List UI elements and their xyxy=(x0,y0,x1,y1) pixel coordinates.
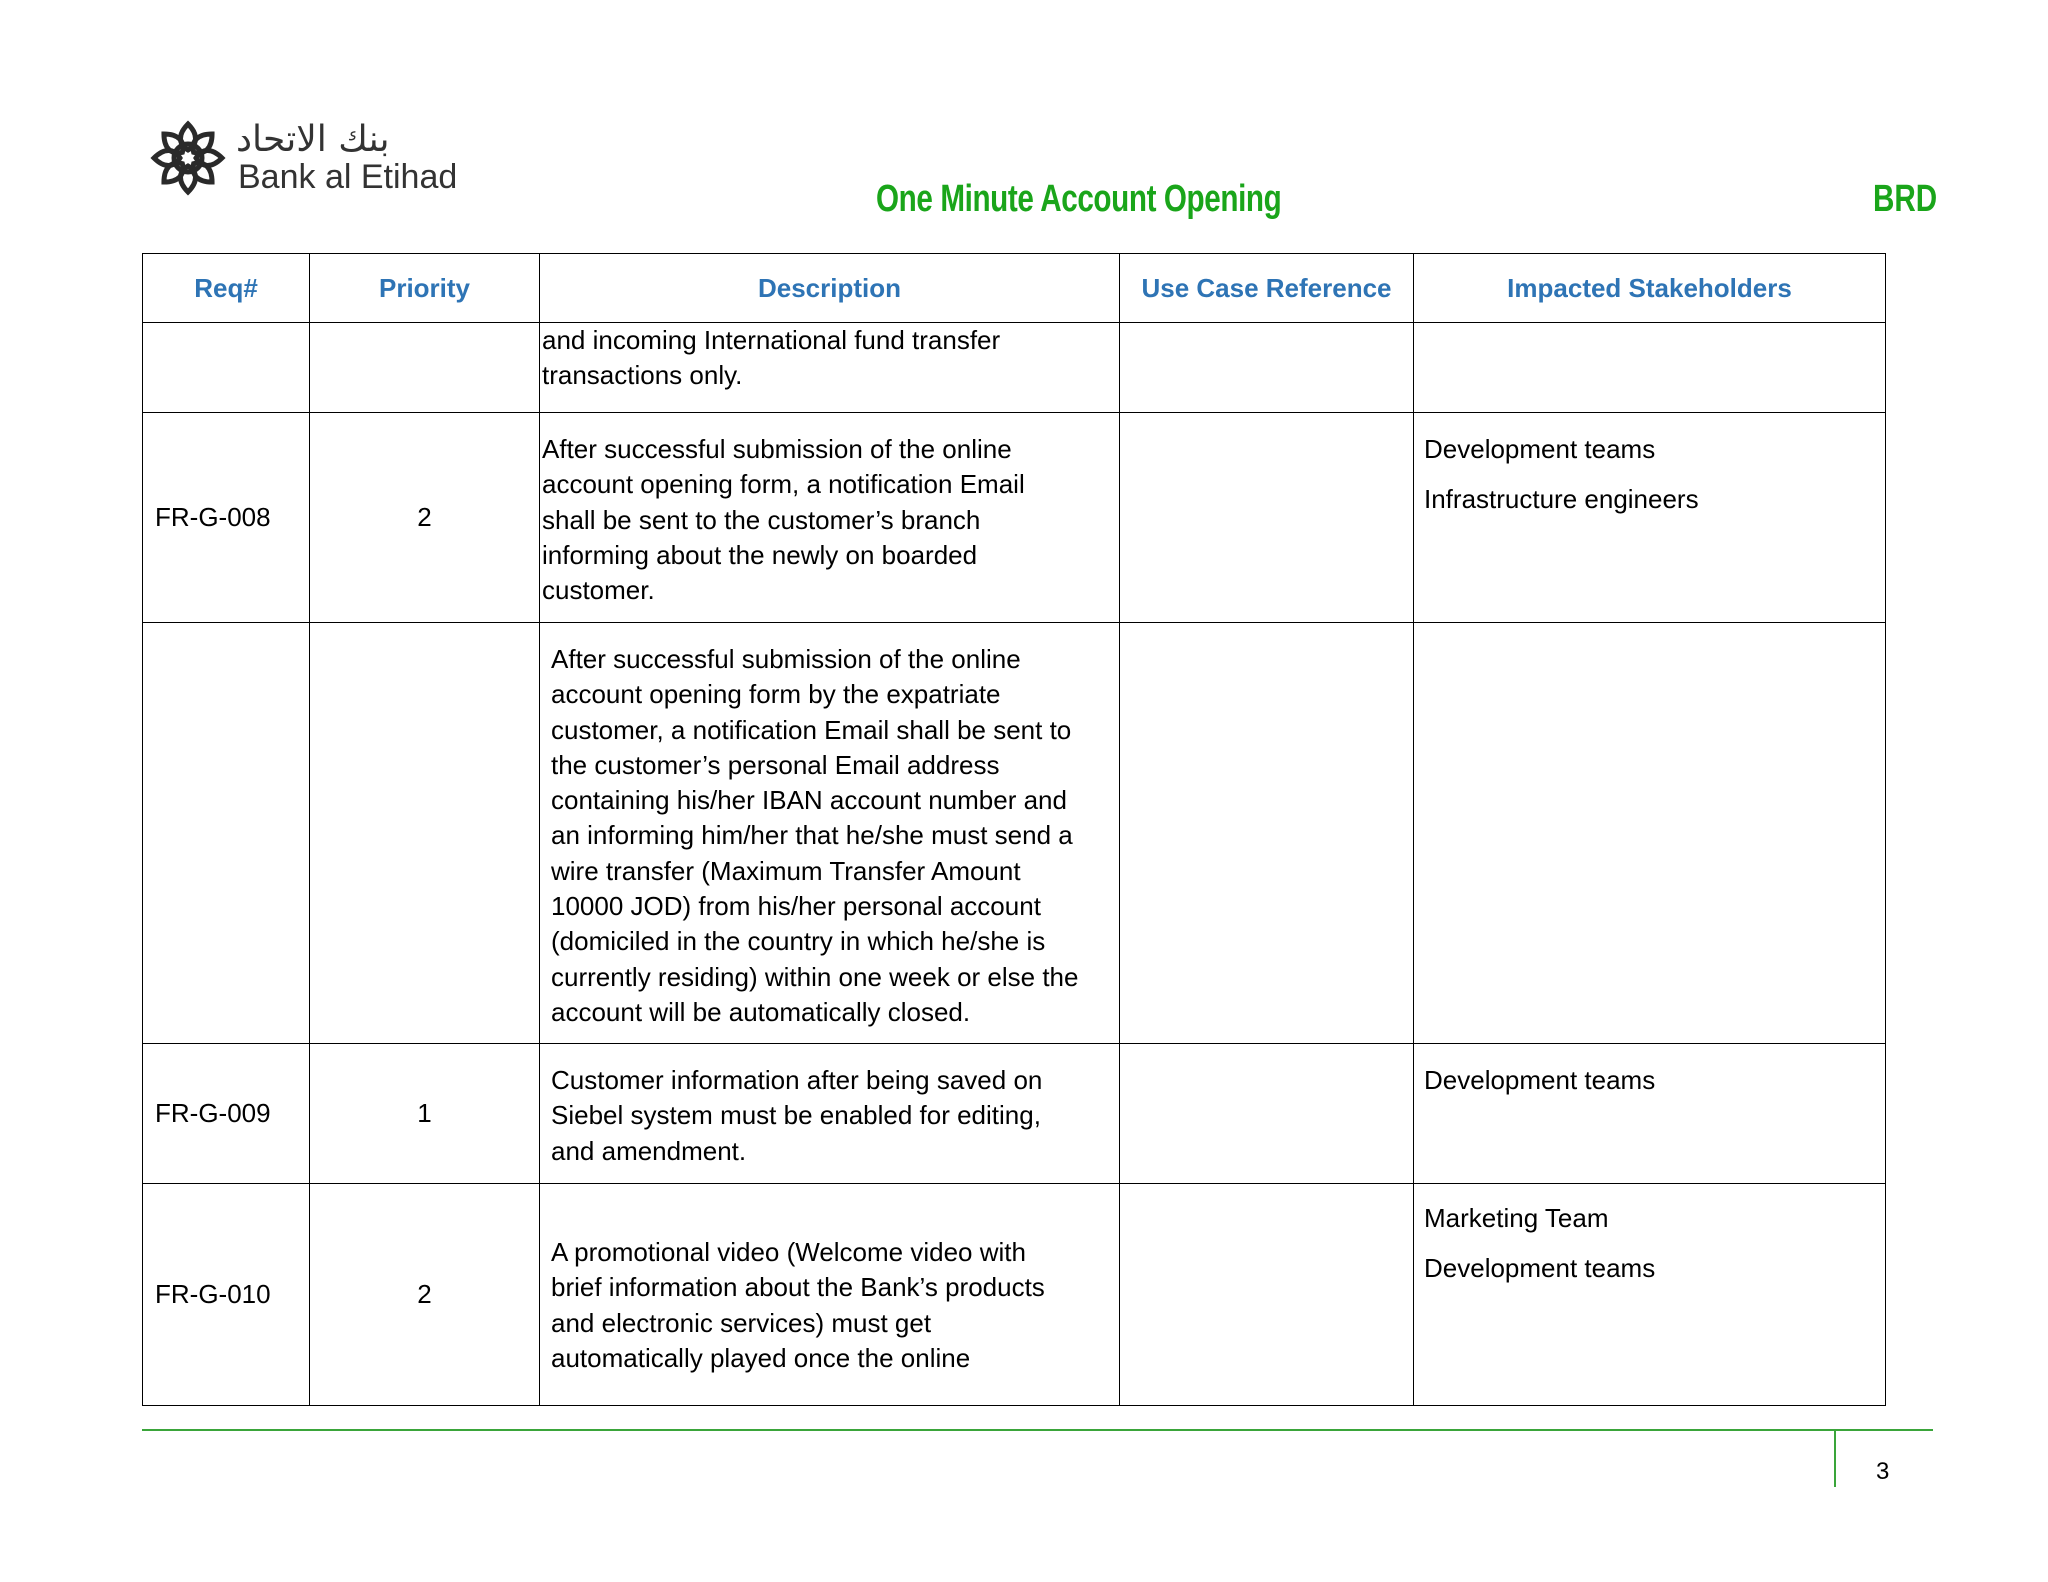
page-number: 3 xyxy=(1876,1458,1890,1485)
cell-stakeholders xyxy=(1414,623,1886,1044)
cell-use-case-reference xyxy=(1120,413,1414,623)
description-line: customer, a notification Email shall be sent to xyxy=(551,714,1072,745)
stakeholder-item: Development teams xyxy=(1424,1253,1656,1284)
description-line: Siebel system must be enabled for editing, xyxy=(551,1100,1041,1131)
description-line: automatically played once the online xyxy=(551,1342,971,1373)
description-line: customer. xyxy=(542,575,655,606)
cell-description xyxy=(540,413,1120,623)
cell-priority xyxy=(310,323,540,413)
cell-stakeholders xyxy=(1414,323,1886,413)
cell-req-number: FR-G-009 xyxy=(143,1044,310,1184)
logo-english-text: Bank al Etihad xyxy=(238,158,458,196)
stakeholder-item: Marketing Team xyxy=(1424,1203,1609,1233)
requirements-table xyxy=(142,253,1886,1406)
cell-stakeholders xyxy=(1414,1184,1886,1406)
cell-priority xyxy=(310,623,540,1044)
stakeholder-item: Development teams xyxy=(1424,1065,1656,1095)
cell-stakeholders xyxy=(1414,1044,1886,1184)
cell-req-number xyxy=(143,623,310,1044)
description-line: currently residing) within one week or else the xyxy=(551,961,1079,992)
description-line: and electronic services) must get xyxy=(551,1307,932,1338)
cell-req-number xyxy=(143,323,310,413)
cell-use-case-reference xyxy=(1120,1044,1414,1184)
cell-priority: 2 xyxy=(310,413,540,623)
header-stakeholders: Impacted Stakeholders xyxy=(1414,254,1886,323)
description-line: and incoming International fund transfer xyxy=(542,325,1001,355)
footer-divider xyxy=(142,1429,1933,1431)
description-line: account will be automatically closed. xyxy=(551,996,971,1027)
cell-priority: 1 xyxy=(310,1044,540,1184)
description-line: shall be sent to the customer’s branch xyxy=(542,504,981,535)
description-line: account opening form by the expatriate xyxy=(551,679,1001,710)
description-line: (domiciled in the country in which he/she is xyxy=(551,926,1046,957)
header-use-case: Use Case Reference xyxy=(1120,254,1414,323)
header-priority: Priority xyxy=(310,254,540,323)
cell-description xyxy=(540,323,1120,413)
cell-description xyxy=(540,623,1120,1044)
description-line: transactions only. xyxy=(542,360,743,391)
cell-use-case-reference xyxy=(1120,623,1414,1044)
description-line: Customer information after being saved on xyxy=(551,1065,1043,1095)
cell-use-case-reference xyxy=(1120,323,1414,413)
description-line: brief information about the Bank’s products xyxy=(551,1272,1045,1303)
stakeholder-item: Development teams xyxy=(1424,434,1656,464)
table-row xyxy=(143,1044,1886,1184)
description-line: 10000 JOD) from his/her personal account xyxy=(551,891,1041,922)
document-title: One Minute Account Opening xyxy=(876,178,1282,220)
description-line: After successful submission of the online xyxy=(542,434,1012,464)
cell-description xyxy=(540,1044,1120,1184)
cell-stakeholders xyxy=(1414,413,1886,623)
table-header-row xyxy=(143,254,1886,323)
cell-priority: 2 xyxy=(310,1184,540,1406)
document-code: BRD xyxy=(1873,178,1938,220)
footer-divider-tick xyxy=(1834,1431,1836,1487)
description-line: account opening form, a notification Email xyxy=(542,469,1025,500)
bank-logo xyxy=(148,118,468,200)
table-row xyxy=(143,1184,1886,1406)
header-description: Description xyxy=(540,254,1120,323)
description-line: the customer’s personal Email address xyxy=(551,749,1000,780)
cell-req-number: FR-G-010 xyxy=(143,1184,310,1406)
description-line: A promotional video (Welcome video with xyxy=(551,1237,1026,1267)
description-line: After successful submission of the online xyxy=(551,644,1021,674)
bank-logo-star-icon xyxy=(148,118,228,198)
table-row xyxy=(143,323,1886,413)
description-line: informing about the newly on boarded xyxy=(542,539,978,570)
description-line: containing his/her IBAN account number and xyxy=(551,785,1067,816)
description-line: wire transfer (Maximum Transfer Amount xyxy=(551,855,1021,886)
header-req: Req# xyxy=(143,254,310,323)
description-line: and amendment. xyxy=(551,1135,747,1166)
cell-req-number: FR-G-008 xyxy=(143,413,310,623)
logo-arabic-text: بنك الاتحاد xyxy=(236,119,390,160)
cell-use-case-reference xyxy=(1120,1184,1414,1406)
table-row xyxy=(143,623,1886,1044)
cell-description xyxy=(540,1184,1120,1406)
stakeholder-item: Infrastructure engineers xyxy=(1424,484,1699,515)
description-line: an informing him/her that he/she must send a xyxy=(551,820,1073,851)
table-row xyxy=(143,413,1886,623)
